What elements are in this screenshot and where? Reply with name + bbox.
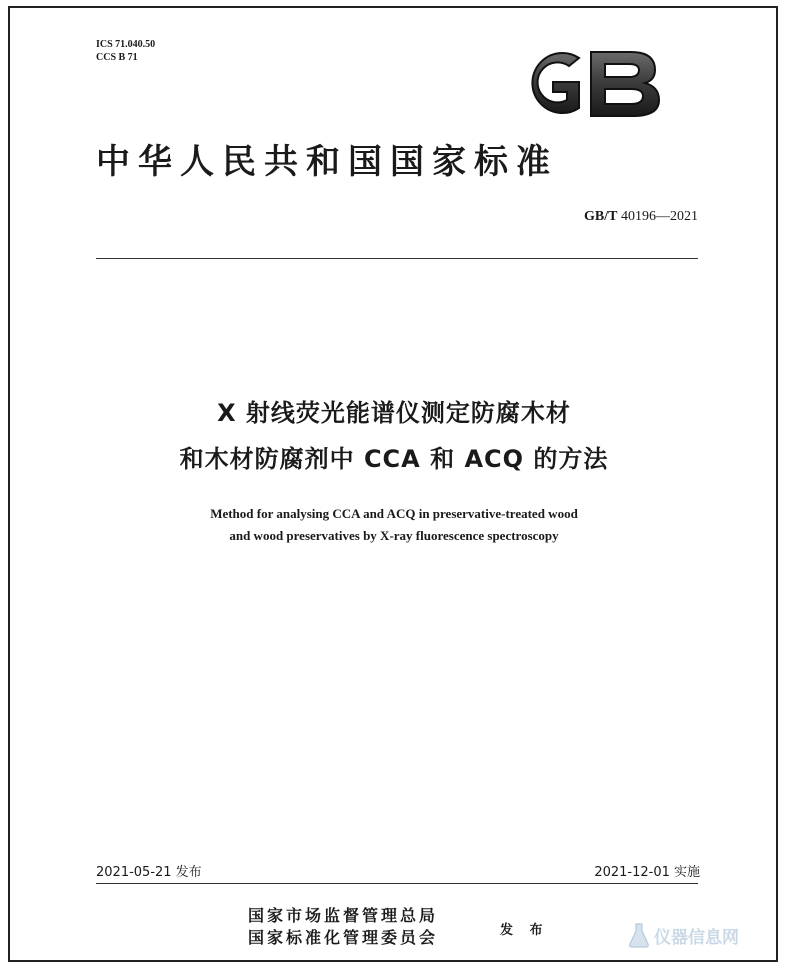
classification-codes [96,38,155,64]
issuer-sac: 国家标准化管理委员会 [248,928,439,947]
standard-number [584,209,698,225]
ccs-code: CCS B 71 [96,52,138,63]
en-title-line-1: Method for analysing CCA and ACQ in preservative-treated wood [210,506,578,521]
cn-title-line-1: X 射线荧光能谱仪测定防腐木材 [217,399,571,427]
watermark-text: 仪器信息网 [654,927,739,948]
chinese-document-title [60,390,728,482]
watermark [628,920,739,950]
en-title-line-2: and wood preservatives by X-ray fluorescence spectroscopy [229,528,559,543]
cn-title-line-2: 和木材防腐剂中 CCA 和 ACQ 的方法 [179,445,609,473]
top-divider [96,258,698,259]
issue-date: 2021-05-21 发布 [96,865,202,880]
national-standard-title: 中华人民共和国国家标准 [96,142,558,182]
bottom-divider [96,883,698,884]
implementation-date: 2021-12-01 实施 [594,865,700,880]
standard-number-prefix: GB/T [584,209,618,224]
gb-logo [513,44,663,122]
english-document-title [60,503,728,547]
ics-code: ICS 71.040.50 [96,39,156,50]
publish-label: 发 布 [500,923,549,938]
issuing-authorities [248,905,438,949]
standard-number-value: 40196—2021 [621,209,698,224]
flask-icon [628,922,650,948]
issuer-samr: 国家市场监督管理总局 [248,906,439,925]
